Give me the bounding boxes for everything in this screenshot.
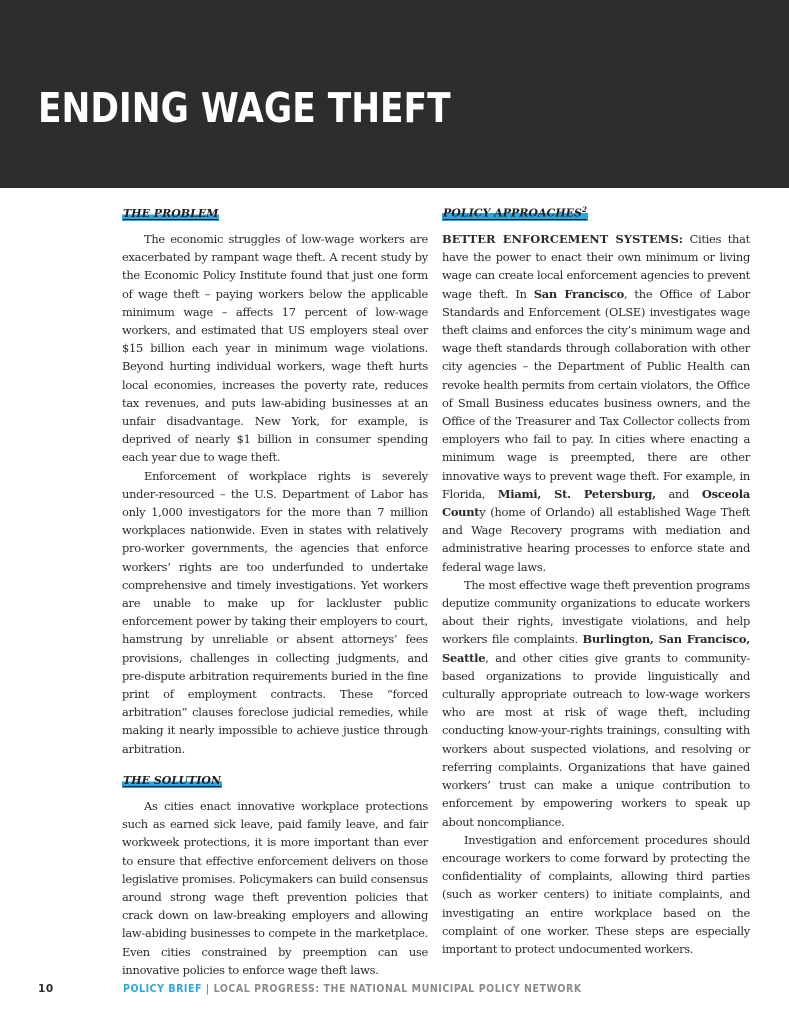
prevention-programs-paragraph [442,576,750,831]
prevention-text-1: The most effective wage theft prevention programs deputize community organizations to educate workers about their rights, investigate violations, and help workers file complaints. [442,577,750,647]
footer-brand: POLICY BRIEF [123,983,202,995]
city-miami-st-petersburg: Miami, St. Petersburg, [497,486,656,501]
footer-organization: LOCAL PROGRESS: THE NATIONAL MUNICIPAL POLICY NETWORK [213,983,582,995]
page-footer [0,980,789,998]
enforcement-text-3: and [655,486,702,501]
page-title: ENDING WAGE THEFT [38,84,451,132]
enforcement-text-2: , the Office of Labor Standards and Enforcement (OLSE) investigates wage theft claims and enforces the city’s minimum wage and wage theft standards through collaboration with other city agencies – the Department of Public Health can revoke health permits from certain violators, the Office of Small Business educates business owners, and the Office of the Treasurer and Tax Collector collects from employers who fail to pay. In cities where enacting a minimum wage is preempted, there are other innovative ways to prevent wage theft. For example, in Florida, [442,286,750,501]
prevention-text-2: , and other cities give grants to community-based organizations to provide linguistically and culturally appropriate outreach to low-wage workers who are most at risk of wage theft, including conducting know-your-rights trainings, consulting with workers about suspected violations, and resolving or referring complaints. Organizations that have gained workers’ trust can make a unique contribution to enforcement by empowering workers to speak up about noncompliance. [442,650,750,829]
page-number: 10 [38,983,54,995]
left-column [122,202,428,979]
enforcement-text-1: Cities that have the power to enact their own minimum or living wage can create local enforcement agencies to prevent wage theft. In [442,232,750,301]
problem-heading: THE PROBLEM [123,207,219,220]
investigation-paragraph: Investigation and enforcement procedures should encourage workers to come forward by protecting the confidentiality of complaints, allowing third parties (such as worker centers) to initiate complaints, and investigating an entire workplace based on the complaint of one worker. These steps are especially important to protect undocumented workers. [442,832,750,956]
enforcement-text-4: y (home of Orlando) all established Wage Theft and Wage Recovery programs with mediation and administrative hearing processes to enforce state and federal wage laws. [442,505,750,574]
policy-approaches-heading [442,203,588,221]
cities-burlington-sf-seattle: Burlington, San Francisco, Seattle [442,632,750,665]
solution-section [122,769,428,979]
solution-heading: THE SOLUTION [123,773,222,787]
footer-running-title [123,980,582,998]
footer-separator: | [201,983,214,995]
problem-section [122,202,428,758]
right-column [442,202,750,958]
title-banner [0,0,789,188]
problem-paragraph-2: Enforcement of workplace rights is severely under-resourced – the U.S. Department of Labor has only 1,000 investigators for the more than 7 million workplaces nationwide. Even in states with relatively pro-worker governments, the agencies that enforce workers’ rights are too underfunded to undertake comprehensive and timely investigations. Yet workers are unable to make up for lackluster public enforcement power by taking their employers to court, hamstrung by unreliable or absent attorneys’ fees provisions, challenges in collecting judgments, and pre-dispute arbitration requirements buried in the fine print of employment contracts. These “forced arbitration” clauses foreclose judicial remedies, while making it nearly impossible to achieve justice through arbitration. [122,468,428,756]
policy-approaches-heading-text: POLICY APPROACHES [443,207,582,220]
county-osceola: Osceola Count [442,486,750,520]
enforcement-paragraph [442,230,750,576]
city-san-francisco: San Francisco [533,286,624,301]
problem-paragraph-1: The economic struggles of low-wage workers are exacerbated by rampant wage theft. A recent study by the Economic Policy Institute found that just one form of wage theft – paying workers below the applicable minimum wage – affects 17 percent of low-wage workers, and estimated that US employers steal over $15 billion each year in minimum wage violations. Beyond hurting individual workers, wage theft hurts local economies, increases the poverty rate, reduces tax revenues, and puts law-abiding businesses at an unfair disadvantage. New York, for example, is deprived of nearly $1 billion in consumer spending each year due to wage theft. [122,232,428,465]
footnote-marker: 2 [581,205,587,215]
solution-paragraph-1: As cities enact innovative workplace protections such as earned sick leave, paid family leave, and fair workweek protections, it is more important than ever to ensure that effective enforcement delivers on those legislative promises. Policymakers can build consensus around strong wage theft prevention policies that crack down on law-breaking employers and allowing law-abiding businesses to compete in the marketplace. Even cities constrained by preemption can use innovative policies to enforce wage theft laws. [122,798,428,977]
enforcement-lead: BETTER ENFORCEMENT SYSTEMS: [442,232,684,246]
